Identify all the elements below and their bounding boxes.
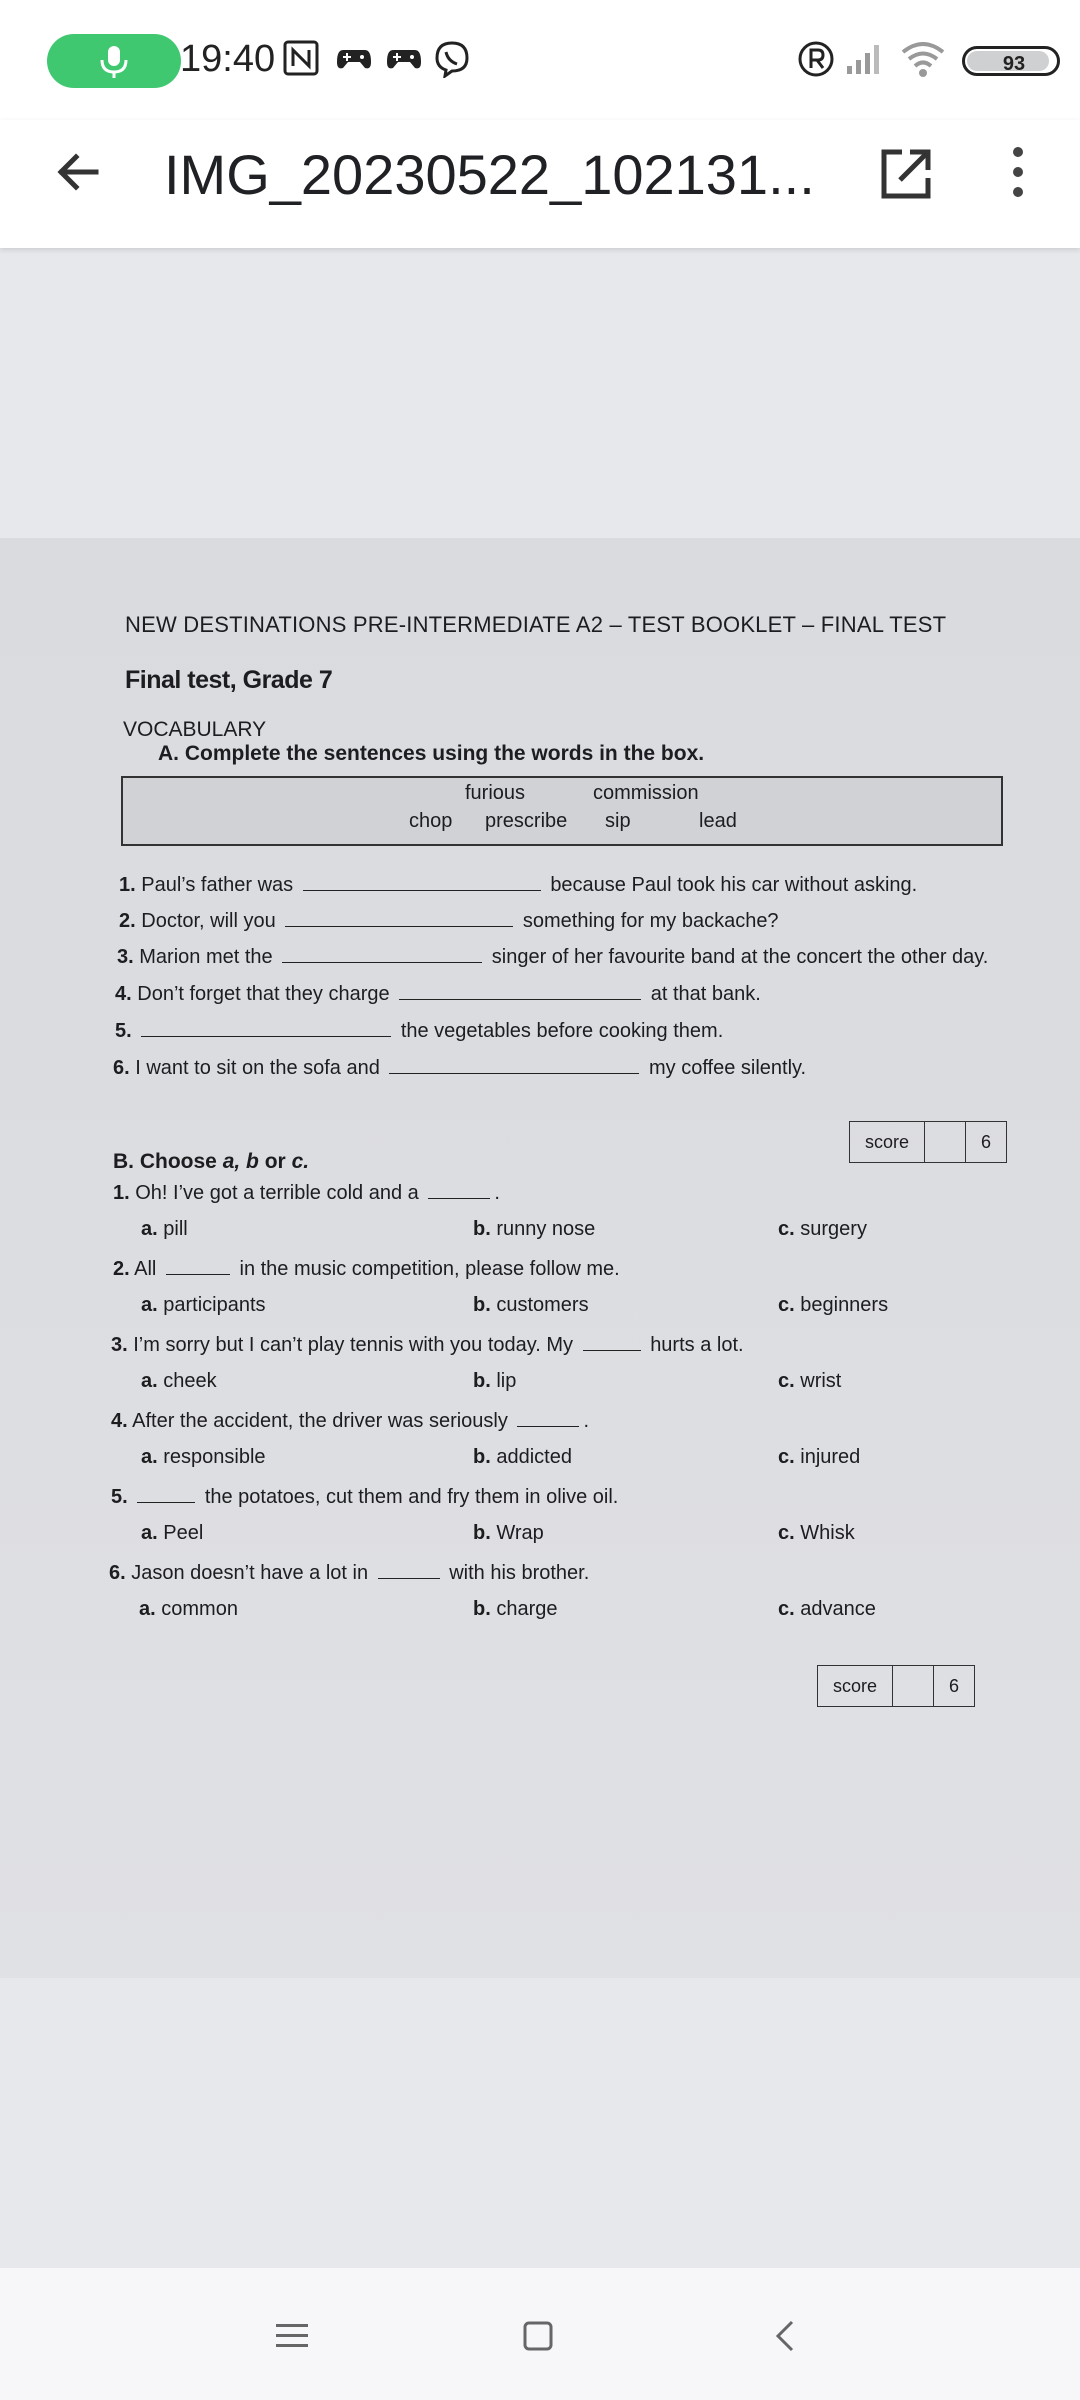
part-b-instruction [113, 1150, 309, 1174]
status-bar [0, 0, 1080, 120]
option-text: pill [163, 1218, 188, 1240]
signal-icon [845, 40, 885, 76]
question-text: in the music competition, please follow me. [239, 1258, 620, 1280]
answer-blank [166, 1256, 230, 1275]
answer-blank [389, 1055, 639, 1074]
question-text: All [134, 1258, 157, 1280]
sentence-text: because Paul took his car without asking. [550, 874, 918, 896]
answer-blank [141, 1018, 391, 1037]
score-max: 6 [948, 1676, 959, 1696]
word-box-item: lead [699, 810, 737, 832]
wifi-icon [900, 40, 946, 78]
option-label: b. [473, 1218, 491, 1240]
question-text: . [583, 1410, 589, 1432]
option-text: participants [163, 1294, 266, 1316]
sentence-a-2 [119, 908, 779, 933]
option-label: b. [473, 1522, 491, 1544]
answer-blank [517, 1408, 579, 1427]
sentence-a-5 [115, 1018, 723, 1043]
answer-blank [583, 1332, 641, 1351]
option-label: b. [473, 1370, 491, 1392]
item-number: 1. [119, 874, 136, 896]
question-b-3 [111, 1332, 744, 1357]
option-c [778, 1370, 841, 1393]
score-box-b [817, 1665, 975, 1707]
sentence-a-3 [117, 944, 988, 969]
question-text: . [494, 1182, 500, 1204]
option-b [473, 1446, 572, 1469]
sentence-text: my coffee silently. [648, 1057, 807, 1079]
option-c [778, 1446, 860, 1469]
part-b-or: or [264, 1150, 286, 1173]
document-header: NEW DESTINATIONS PRE-INTERMEDIATE A2 – TEST BOOKLET – FINAL TEST [125, 612, 947, 637]
sentence-text: at that bank. [650, 983, 761, 1005]
option-text: cheek [163, 1370, 217, 1392]
option-a [141, 1218, 188, 1241]
option-label: c. [778, 1218, 795, 1240]
home-icon[interactable] [510, 2308, 566, 2364]
option-text: lip [496, 1370, 517, 1392]
score-box-a [849, 1121, 1007, 1163]
system-nav-bar [0, 2268, 1080, 2400]
option-a [139, 1598, 238, 1621]
answer-blank [428, 1180, 490, 1199]
file-title: IMG_20230522_102131... [164, 143, 815, 206]
question-b-6 [109, 1560, 589, 1585]
item-number: 1. [113, 1182, 130, 1204]
answer-blank [137, 1484, 195, 1503]
option-text: common [161, 1598, 238, 1620]
image-viewer[interactable] [0, 538, 1080, 1978]
question-text: the potatoes, cut them and fry them in olive oil. [204, 1486, 619, 1508]
option-text: injured [800, 1446, 861, 1468]
sentence-text: something for my backache? [522, 910, 779, 932]
option-label: a. [139, 1598, 156, 1620]
question-text: I’m sorry but I can’t play tennis with you today. My [133, 1334, 574, 1356]
word-box-item: prescribe [485, 810, 568, 832]
game-controller-icon [385, 40, 423, 76]
option-label: c. [778, 1446, 795, 1468]
nfc-icon [283, 40, 319, 76]
question-text: Oh! I’ve got a terrible cold and a [135, 1182, 419, 1204]
question-text: hurts a lot. [650, 1334, 744, 1356]
option-text: runny nose [496, 1218, 596, 1240]
viber-icon [433, 40, 471, 78]
part-b-end: c. [291, 1150, 310, 1173]
question-b-1 [113, 1180, 500, 1205]
option-label: a. [141, 1370, 158, 1392]
item-number: 2. [119, 910, 136, 932]
question-text: Jason doesn’t have a lot in [131, 1562, 369, 1584]
option-label: a. [141, 1218, 158, 1240]
app-bar [0, 120, 1080, 248]
answer-blank [282, 944, 482, 963]
sentence-text: the vegetables before cooking them. [400, 1020, 724, 1042]
back-icon[interactable] [758, 2308, 814, 2364]
test-sheet [0, 538, 1080, 1978]
option-a [141, 1446, 266, 1469]
question-text: with his brother. [449, 1562, 590, 1584]
option-label: c. [778, 1294, 795, 1316]
more-vert-icon[interactable] [990, 140, 1046, 204]
item-number: 4. [115, 983, 132, 1005]
question-b-4 [111, 1408, 589, 1433]
option-a [141, 1370, 217, 1393]
score-field [893, 1666, 934, 1706]
sentence-text: Don’t forget that they charge [137, 983, 390, 1005]
word-box-item: sip [605, 810, 631, 832]
score-field [925, 1122, 966, 1162]
option-b [473, 1294, 589, 1317]
score-label: score [818, 1666, 893, 1706]
option-c [778, 1294, 888, 1317]
answer-blank [378, 1560, 440, 1579]
option-b [473, 1218, 595, 1241]
game-controller-icon [335, 40, 373, 76]
item-number: 3. [111, 1334, 128, 1356]
option-b [473, 1522, 544, 1545]
section-heading: VOCABULARY [123, 718, 267, 741]
back-arrow-icon[interactable] [46, 140, 110, 204]
option-text: responsible [163, 1446, 266, 1468]
document-title: Final test, Grade 7 [125, 666, 333, 694]
option-label: c. [778, 1598, 795, 1620]
sentence-text: Marion met the [139, 946, 273, 968]
option-label: a. [141, 1446, 158, 1468]
option-text: advance [800, 1598, 876, 1620]
option-label: c. [778, 1522, 795, 1544]
option-text: beginners [800, 1294, 889, 1316]
question-b-5 [111, 1484, 618, 1509]
answer-blank [399, 981, 641, 1000]
option-text: Wrap [496, 1522, 544, 1544]
part-b-letter: B. [113, 1150, 134, 1173]
part-a-instruction: A. Complete the sentences using the words in the box. [158, 742, 705, 765]
option-b [473, 1598, 558, 1621]
registered-icon [797, 40, 835, 78]
option-label: b. [473, 1598, 491, 1620]
option-label: b. [473, 1446, 491, 1468]
item-number: 6. [109, 1562, 126, 1584]
menu-icon[interactable] [264, 2308, 320, 2364]
item-number: 5. [111, 1486, 128, 1508]
part-b-text: Choose [139, 1150, 217, 1173]
score-label: score [850, 1122, 925, 1162]
option-text: Whisk [800, 1522, 855, 1544]
option-text: surgery [800, 1218, 867, 1240]
item-number: 4. [111, 1410, 128, 1432]
score-max: 6 [980, 1132, 991, 1152]
sentence-text: Doctor, will you [141, 910, 276, 932]
option-text: customers [496, 1294, 589, 1316]
sentence-a-6 [113, 1055, 806, 1080]
sentence-a-4 [115, 981, 761, 1006]
option-text: addicted [496, 1446, 572, 1468]
word-box-item: commission [593, 782, 699, 804]
word-box [121, 776, 1003, 846]
clock: 19:40 [180, 38, 276, 80]
question-b-2 [113, 1256, 620, 1281]
sentence-a-1 [119, 872, 917, 897]
sentence-text: I want to sit on the sofa and [135, 1057, 380, 1079]
item-number: 5. [115, 1020, 132, 1042]
option-label: a. [141, 1294, 158, 1316]
mic-active-indicator[interactable] [47, 34, 181, 88]
option-text: charge [496, 1598, 558, 1620]
option-c [778, 1218, 867, 1241]
item-number: 6. [113, 1057, 130, 1079]
battery-percent: 93 [1002, 53, 1026, 75]
option-c [778, 1522, 855, 1545]
battery-icon [962, 46, 1060, 76]
item-number: 2. [113, 1258, 130, 1280]
answer-blank [285, 908, 513, 927]
option-label: a. [141, 1522, 158, 1544]
option-a [141, 1522, 203, 1545]
option-text: wrist [800, 1370, 842, 1392]
answer-blank [303, 872, 541, 891]
sentence-text: Paul’s father was [141, 874, 294, 896]
question-text: After the accident, the driver was seriously [132, 1410, 508, 1432]
word-box-item: furious [465, 782, 526, 804]
option-c [778, 1598, 876, 1621]
option-label: b. [473, 1294, 491, 1316]
option-a [141, 1294, 266, 1317]
word-box-item: chop [409, 810, 453, 832]
sentence-text: singer of her favourite band at the concert the other day. [491, 946, 989, 968]
option-text: Peel [163, 1522, 204, 1544]
option-label: c. [778, 1370, 795, 1392]
option-b [473, 1370, 516, 1393]
mic-icon [97, 46, 131, 78]
item-number: 3. [117, 946, 134, 968]
open-external-icon[interactable] [874, 142, 938, 206]
part-b-letters: a, b [222, 1150, 259, 1173]
